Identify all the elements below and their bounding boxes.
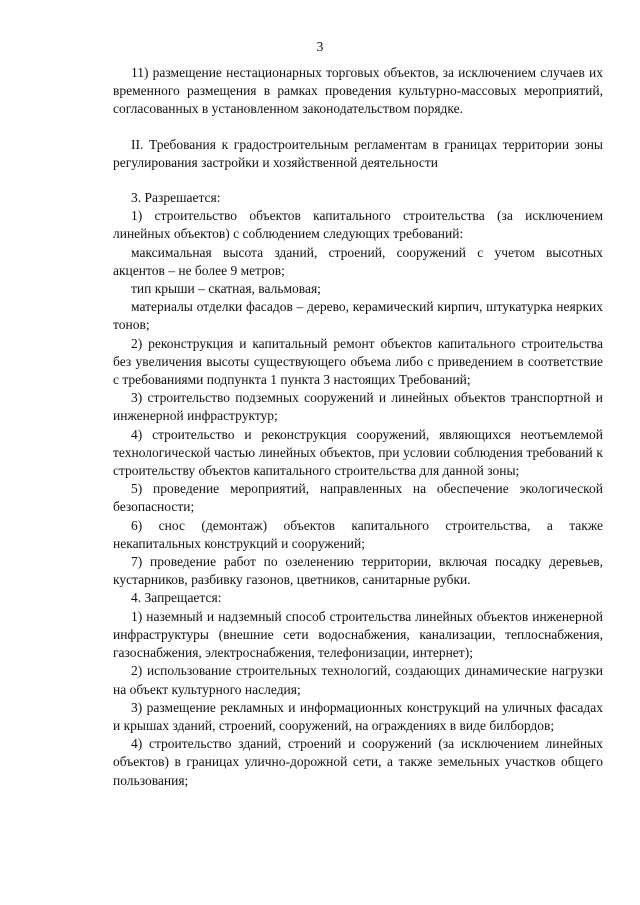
list-item: 3) строительство подземных сооружений и линейных объектов транспортной и инженерной инфраструктур; bbox=[113, 390, 603, 424]
list-item: материалы отделки фасадов – дерево, керамический кирпич, штукатурка неярких тонов; bbox=[113, 299, 603, 333]
list-item: 3) размещение рекламных и информационных конструкций на уличных фасадах и крышах зданий, строений, сооружений, на ограждениях в виде билбордов; bbox=[113, 699, 603, 733]
paragraph-item-11: 11) размещение нестационарных торговых объектов, за исключением случаев их временного размещения в рамках проведения культурно-массовых мероприятий, согласованных в установленном законодательством порядке. bbox=[113, 65, 603, 117]
list-item: 6) снос (демонтаж) объектов капитального строительства, а также некапитальных конструкций и сооружений; bbox=[113, 517, 603, 551]
list-item: максимальная высота зданий, строений, сооружений с учетом высотных акцентов – не более 9 метров; bbox=[113, 244, 603, 278]
list-item: 2) реконструкция и капитальный ремонт объектов капитального строительства без увеличения высоты существующего объема либо с приведением в соответствие с требованиями подпункта 1 пункта 3 настоящих Требований; bbox=[113, 335, 603, 388]
list-item: 4) строительство и реконструкция сооружений, являющихся неотъемлемой технологической частью линейных объектов, при условии соблюдения требований к строительству объектов капитального строительства для данной зоны; bbox=[113, 426, 603, 479]
clause-4-title: 4. Запрещается: bbox=[131, 590, 222, 606]
section-heading: II. Требования к градостроительным регламентам в границах территории зоны регулирования застройки и хозяйственной деятельности bbox=[113, 136, 603, 170]
list-item: тип крыши – скатная, вальмовая; bbox=[131, 281, 321, 297]
list-item: 2) использование строительных технологий, создающих динамические нагрузки на объект культурного наследия; bbox=[113, 663, 603, 697]
list-item: 7) проведение работ по озеленению территории, включая посадку деревьев, кустарников, разбивку газонов, цветников, санитарные рубки. bbox=[113, 554, 603, 588]
list-item: 1) строительство объектов капитального строительства (за исключением линейных объектов) с соблюдением следующих требований: bbox=[113, 208, 603, 242]
page-number: 3 bbox=[316, 39, 324, 54]
document-body bbox=[113, 64, 603, 790]
list-item: 1) наземный и надземный способ строительства линейных объектов инженерной инфраструктуры (внешние сети водоснабжения, канализации, теплоснабжения, газоснабжения, электроснабжения, телефонизации, интернет); bbox=[113, 608, 603, 661]
list-item: 4) строительство зданий, строений и сооружений (за исключением линейных объектов) в границах улично-дорожной сети, а также земельных участков общего пользования; bbox=[113, 736, 603, 788]
list-item: 5) проведение мероприятий, направленных на обеспечение экологической безопасности; bbox=[113, 481, 603, 515]
clause-3-title: 3. Разрешается: bbox=[131, 190, 221, 206]
